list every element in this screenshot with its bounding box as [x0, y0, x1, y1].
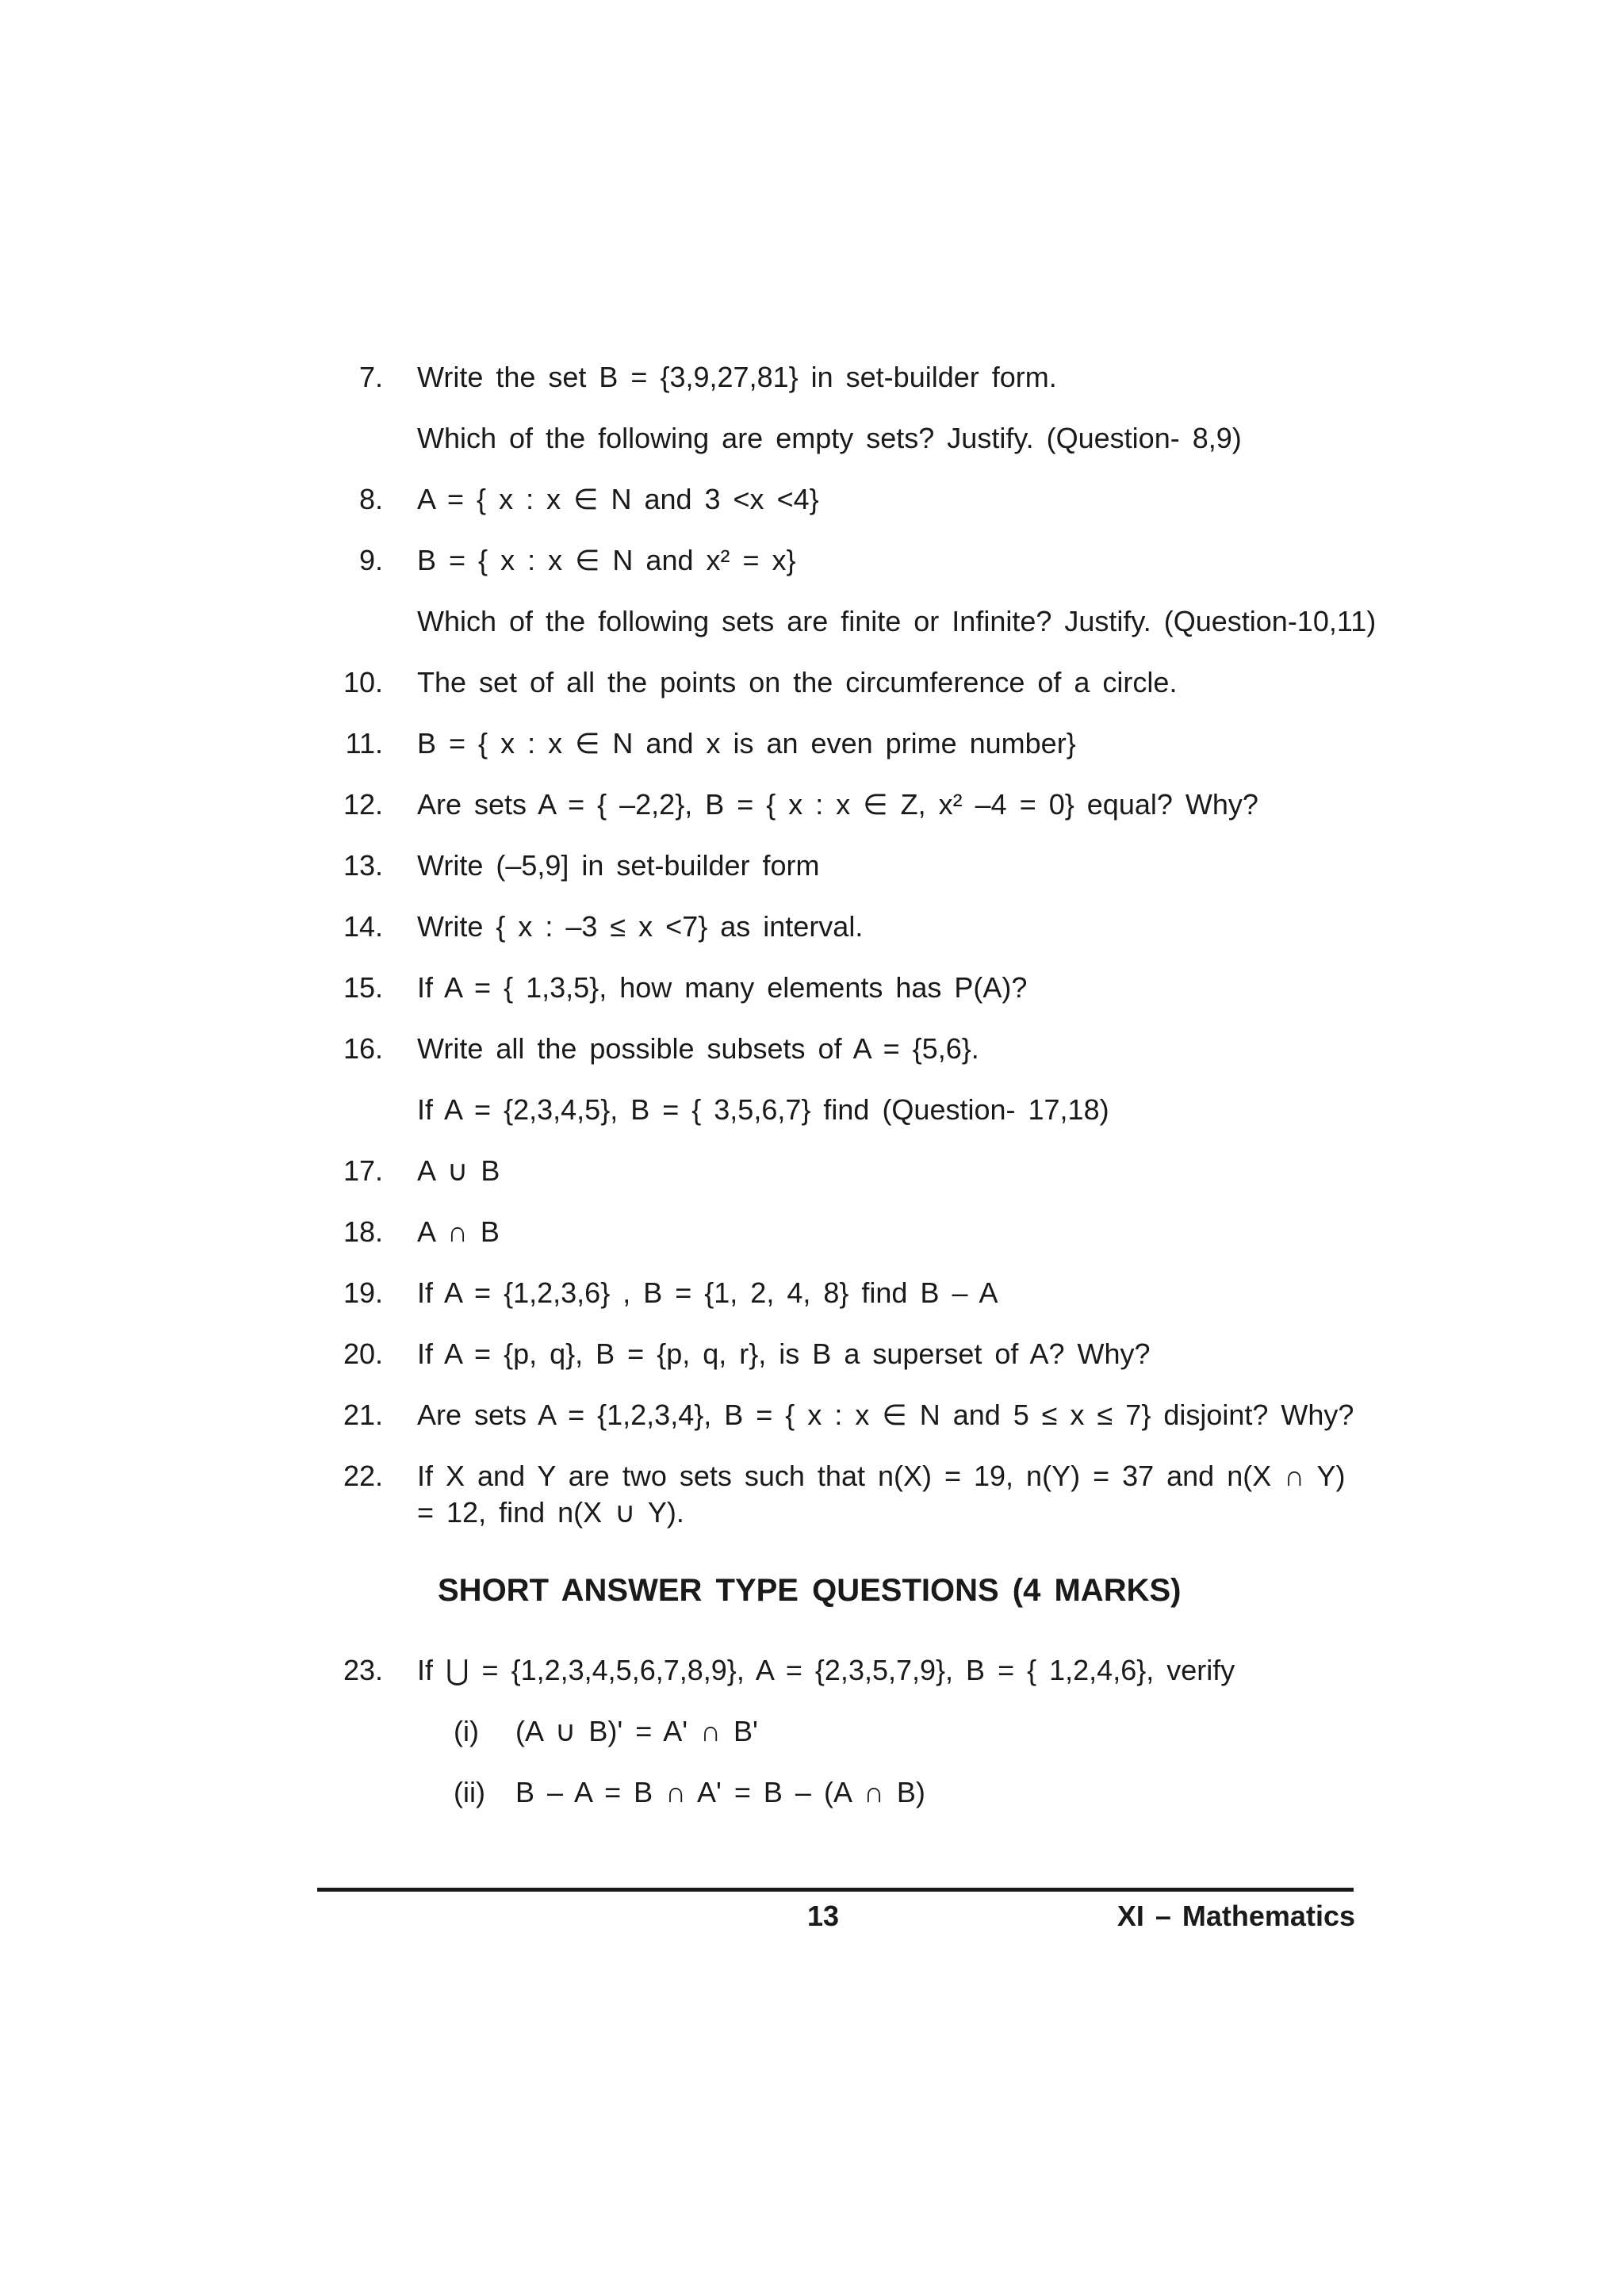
instruction-finite-infinite — [0, 598, 1624, 645]
instruction-text: Which of the following sets are finite or Infinite? Justify. (Question-10,11) — [417, 605, 1377, 637]
question-text: B = { x : x ∈ N and x² = x} — [417, 544, 796, 576]
instruction-text: Which of the following are empty sets? Justify. (Question- 8,9) — [417, 422, 1242, 454]
question-14 — [0, 903, 1624, 951]
question-12 — [0, 781, 1624, 828]
page-number: 13 — [807, 1900, 840, 1932]
question-number: 14. — [343, 910, 383, 943]
question-number: 17. — [343, 1154, 383, 1187]
question-number: 22. — [343, 1460, 383, 1492]
question-7 — [0, 354, 1624, 401]
question-text: If A = {p, q}, B = {p, q, r}, is B a superset of A? Why? — [417, 1337, 1151, 1370]
question-number: 18. — [343, 1215, 383, 1248]
question-13 — [0, 842, 1624, 890]
question-11 — [0, 720, 1624, 767]
question-number: 7. — [358, 361, 383, 393]
question-number: 10. — [343, 666, 383, 698]
question-21 — [0, 1391, 1624, 1439]
question-23-part-ii — [0, 1769, 1624, 1816]
question-text: The set of all the points on the circumference of a circle. — [417, 666, 1178, 698]
question-18 — [0, 1208, 1624, 1256]
part-text: (A ∪ B)' = A' ∩ B' — [515, 1715, 758, 1747]
question-text: Write (–5,9] in set-builder form — [417, 849, 820, 882]
question-8 — [0, 476, 1624, 523]
question-text: Write { x : –3 ≤ x <7} as interval. — [417, 910, 864, 943]
question-text: Write the set B = {3,9,27,81} in set-builder form. — [417, 361, 1057, 393]
question-number: 19. — [343, 1276, 383, 1309]
question-text: If A = {1,2,3,6} , B = {1, 2, 4, 8} find B – A — [417, 1276, 998, 1309]
footer-rule — [317, 1888, 1354, 1892]
question-number: 23. — [343, 1654, 383, 1686]
question-text: A = { x : x ∈ N and 3 <x <4} — [417, 483, 819, 515]
question-22 — [0, 1452, 1624, 1540]
question-text: A ∪ B — [417, 1154, 500, 1187]
question-number: 13. — [343, 849, 383, 882]
question-text: B = { x : x ∈ N and x is an even prime number} — [417, 727, 1076, 760]
question-23-part-i — [0, 1708, 1624, 1755]
instruction-empty-sets — [0, 415, 1624, 462]
instruction-union-intersection — [0, 1086, 1624, 1134]
section-heading: SHORT ANSWER TYPE QUESTIONS (4 MARKS) — [438, 1573, 1182, 1608]
question-number: 20. — [343, 1337, 383, 1370]
part-text: B – A = B ∩ A' = B – (A ∩ B) — [515, 1776, 925, 1808]
question-text: Are sets A = {1,2,3,4}, B = { x : x ∈ N and 5 ≤ x ≤ 7} disjoint? Why? — [417, 1399, 1354, 1431]
question-number: 8. — [358, 483, 383, 515]
question-15 — [0, 964, 1624, 1012]
question-23 — [0, 1647, 1624, 1694]
question-number: 9. — [358, 544, 383, 576]
question-text: If ⋃ = {1,2,3,4,5,6,7,8,9}, A = {2,3,5,7,9}, B = { 1,2,4,6}, verify — [417, 1654, 1235, 1686]
question-number: 11. — [345, 727, 383, 760]
question-text: If A = { 1,3,5}, how many elements has P(A)? — [417, 971, 1028, 1004]
question-20 — [0, 1330, 1624, 1378]
part-label: (i) — [454, 1715, 479, 1747]
question-number: 21. — [343, 1399, 383, 1431]
question-number: 16. — [343, 1032, 383, 1065]
question-number: 15. — [343, 971, 383, 1004]
question-17 — [0, 1147, 1624, 1195]
question-text: If X and Y are two sets such that n(X) = 19, n(Y) = 37 and n(X ∩ Y) = 12, find n(X ∪ Y). — [417, 1460, 1346, 1529]
question-10 — [0, 659, 1624, 706]
question-number: 12. — [343, 788, 383, 821]
running-title: XI – Mathematics — [1116, 1900, 1355, 1932]
question-text: A ∩ B — [417, 1215, 500, 1248]
question-19 — [0, 1269, 1624, 1317]
part-label: (ii) — [454, 1776, 485, 1808]
question-text: Write all the possible subsets of A = {5,6}. — [417, 1032, 979, 1065]
question-16 — [0, 1025, 1624, 1073]
question-9 — [0, 537, 1624, 584]
instruction-text: If A = {2,3,4,5}, B = { 3,5,6,7} find (Question- 17,18) — [417, 1093, 1109, 1126]
question-text: Are sets A = { –2,2}, B = { x : x ∈ Z, x² –4 = 0} equal? Why? — [417, 788, 1258, 821]
